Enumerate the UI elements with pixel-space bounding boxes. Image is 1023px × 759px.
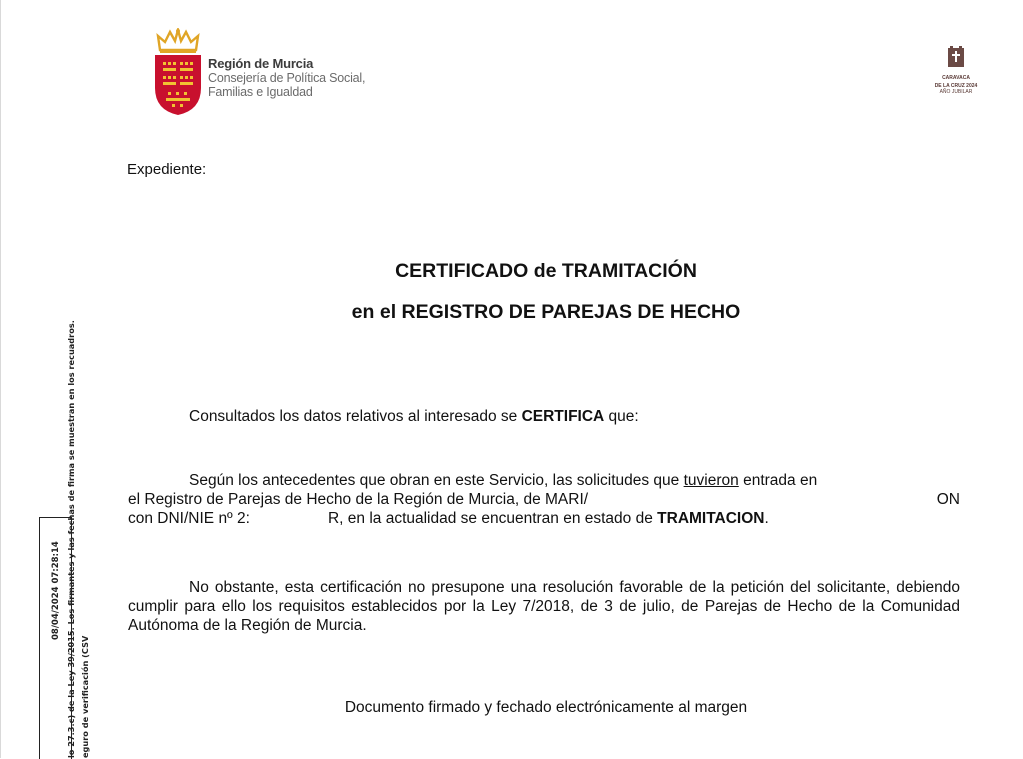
consult-bold: CERTIFICA <box>521 408 605 425</box>
crown-icon <box>156 28 200 54</box>
org-sub-line2: Familias e Igualdad <box>208 85 313 99</box>
no-obstante-paragraph: No obstante, esta certificación no presupone una resolución favorable de la petición del solicitante, debiendo cumplir para ello los requisitos establecidos por la Ley 7/2018, de 3 de julio, de Parejas de Hecho de la Comunidad Autónoma de la Región de Murcia. <box>128 579 960 634</box>
cross-tower-icon <box>947 46 965 68</box>
margin-legal-text: lo 27.3.c) de la Ley 39/2015. Los firmantes y las fechas de firma se muestran en los recuadros. <box>66 320 76 758</box>
caravaca-badge <box>922 46 990 95</box>
segun-underlined: tuvieron <box>683 472 739 489</box>
segun-3a: con DNI/NIE nº 2: <box>128 510 250 527</box>
segun-status: TRAMITACION <box>657 510 765 527</box>
margin-csv-text: eguro de verificación (CSV <box>80 635 90 758</box>
signed-note: Documento firmado y fechado electrónicamente al margen <box>344 699 748 716</box>
expediente-label: Expediente: <box>127 161 207 178</box>
segun-1b: entrada en <box>738 472 818 489</box>
consult-paragraph <box>128 407 960 426</box>
consult-pre: Consultados los datos relativos al interesado se <box>189 408 522 425</box>
badge-line2: DE LA CRUZ 2024 <box>934 83 978 89</box>
segun-2b: ON <box>936 491 960 508</box>
segun-2a: el Registro de Parejas de Hecho de la Región de Murcia, de MARI/ <box>128 491 589 508</box>
region-murcia-logo <box>150 28 380 118</box>
segun-1a: Según los antecedentes que obran en este Servicio, las solicitudes que <box>189 472 684 489</box>
segun-line1 <box>128 471 960 490</box>
badge-line3: AÑO JUBILAR <box>939 89 973 95</box>
title-line2: en el REGISTRO DE PAREJAS DE HECHO <box>351 301 741 323</box>
consult-post: que: <box>604 408 639 425</box>
segun-paragraph <box>128 471 960 528</box>
segun-line3 <box>128 509 960 528</box>
title-line1: CERTIFICADO de TRAMITACIÓN <box>395 260 697 282</box>
badge-line1: CARAVACA <box>942 75 970 81</box>
page-edge <box>0 0 1 758</box>
org-sub-line1: Consejería de Política Social, <box>208 71 366 85</box>
segun-3c: . <box>764 510 769 527</box>
org-text <box>208 57 365 99</box>
shield-icon <box>154 54 202 116</box>
margin-date: 08/04/2024 07:28:14 <box>51 541 61 640</box>
org-name: Región de Murcia <box>208 56 314 71</box>
segun-3b: R, en la actualidad se encuentran en estado de <box>327 510 658 527</box>
segun-line2 <box>128 490 960 509</box>
